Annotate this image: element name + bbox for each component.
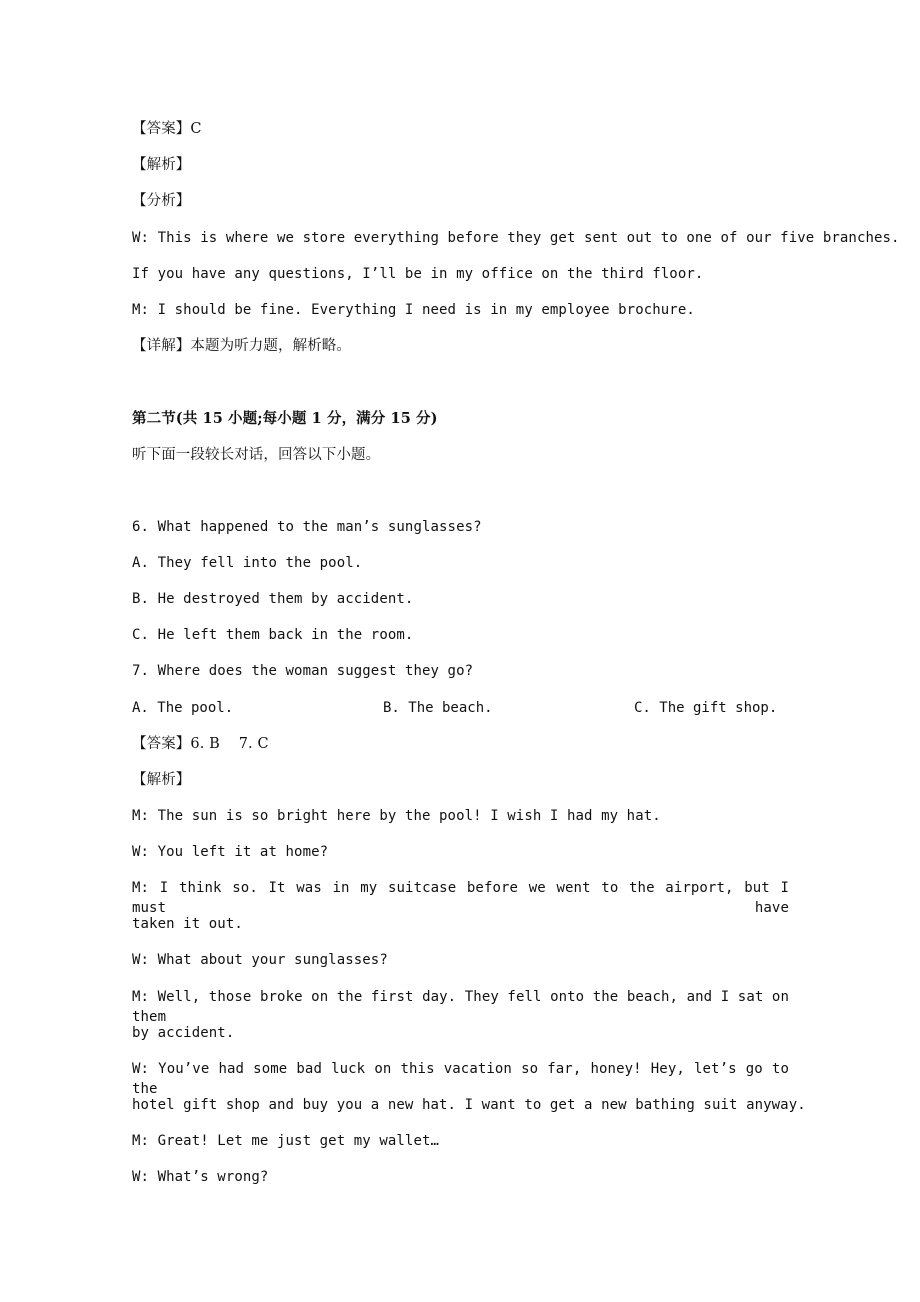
dialogue-line: M: Great! Let me just get my wallet…: [132, 1133, 440, 1149]
analysis-label-1: 【解析】: [132, 157, 191, 173]
section-heading: 第二节(共 15 小题;每小题 1 分，满分 15 分): [132, 410, 438, 427]
question-7-option-b: B. The beach.: [383, 700, 493, 716]
question-7-option-c: C. The gift shop.: [634, 700, 778, 716]
detail-label: 【详解】本题为听力题，解析略。: [132, 338, 351, 354]
dialogue-line: W: You left it at home?: [132, 844, 329, 860]
answer-label-1: 【答案】C: [132, 121, 202, 137]
answer-label-2: 【答案】6. B 7. C: [132, 736, 269, 752]
dialogue-line: taken it out.: [132, 916, 243, 932]
dialogue-line: hotel gift shop and buy you a new hat. I want to get a new bathing suit anyway.: [132, 1097, 806, 1113]
dialogue-line: M: The sun is so bright here by the pool! I wish I had my hat.: [132, 808, 661, 824]
dialogue-line: If you have any questions, I’ll be in my office on the third floor.: [132, 266, 704, 282]
dialogue-line: W: What about your sunglasses?: [132, 952, 388, 968]
dialogue-line: W: You’ve had some bad luck on this vacation so far, honey! Hey, let’s go to the: [132, 1061, 789, 1097]
question-6-stem: 6. What happened to the man’s sunglasses?: [132, 519, 482, 535]
dialogue-line: M: I think so. It was in my suitcase before we went to the airport, but I must have: [132, 880, 789, 916]
dialogue-line: M: I should be fine. Everything I need is in my employee brochure.: [132, 302, 695, 318]
dialogue-line: W: What’s wrong?: [132, 1169, 269, 1185]
analysis-label-2: 【解析】: [132, 772, 191, 788]
dialogue-line: by accident.: [132, 1025, 235, 1041]
question-6-option-a: A. They fell into the pool.: [132, 555, 363, 571]
dialogue-line: M: Well, those broke on the first day. They fell onto the beach, and I sat on them: [132, 989, 789, 1025]
dialogue-line: W: This is where we store everything before they get sent out to one of our five branches.: [132, 230, 900, 246]
fenxi-label: 【分析】: [132, 193, 191, 209]
question-7-stem: 7. Where does the woman suggest they go?: [132, 663, 474, 679]
section-instruction: 听下面一段较长对话，回答以下小题。: [132, 447, 381, 463]
question-7-option-a: A. The pool.: [132, 700, 234, 716]
question-6-option-c: C. He left them back in the room.: [132, 627, 414, 643]
question-6-option-b: B. He destroyed them by accident.: [132, 591, 414, 607]
